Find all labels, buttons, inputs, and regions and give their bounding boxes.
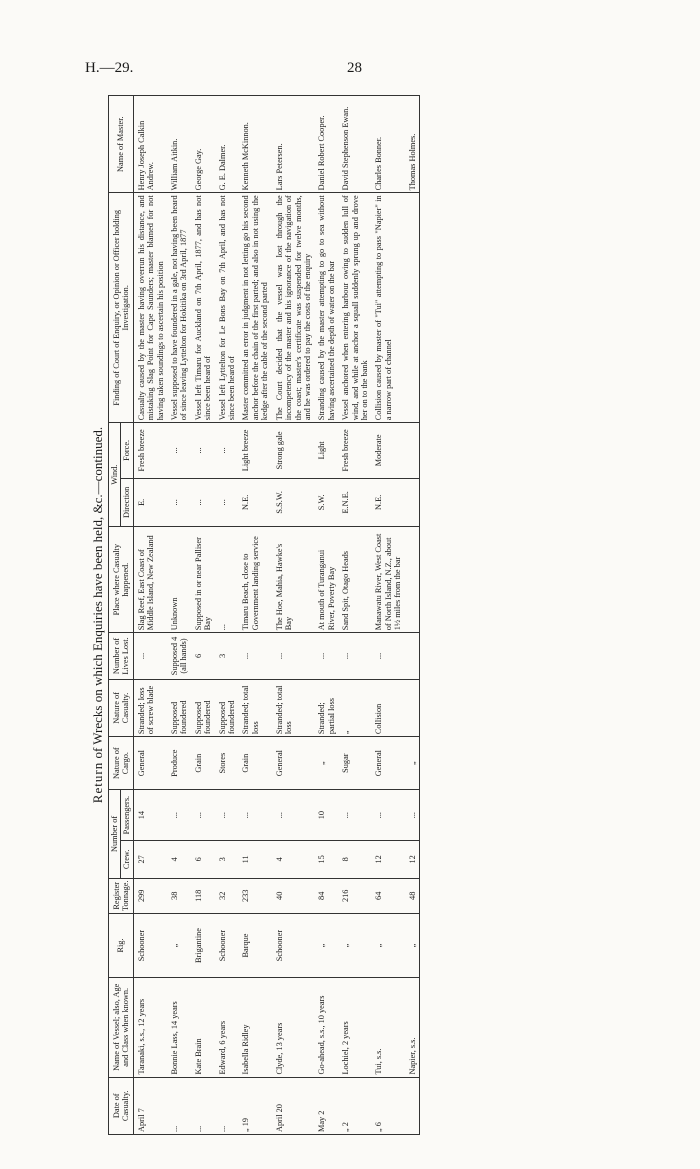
rig-cell: Brigantine <box>191 913 215 977</box>
wind-force-cell: Fresh breeze <box>338 423 371 478</box>
master-name-cell: David Stephenson Ewan. <box>338 96 371 193</box>
passenger-count-cell: 14 <box>133 790 167 841</box>
casualty-date-cell <box>405 1077 420 1134</box>
cargo-cell: Grain <box>238 737 271 790</box>
casualty-place-cell: The Hoe, Mahia, Hawke's Bay <box>272 527 315 633</box>
rig-cell: „ <box>405 913 420 977</box>
table-row <box>191 96 215 1135</box>
table-row <box>215 96 239 1135</box>
master-name-cell: Kenneth McKinnon. <box>238 96 271 193</box>
wind-force-cell: ... <box>215 423 239 478</box>
cargo-cell: „ <box>314 737 338 790</box>
crew-count-cell: 4 <box>272 841 315 879</box>
lives-lost-cell: 6 <box>191 633 215 679</box>
lives-lost-cell: Supposed 4 (all hands) <box>167 633 191 679</box>
header-place: Place where Casualty happened. <box>109 527 134 633</box>
wind-force-cell: ... <box>191 423 215 478</box>
lives-lost-cell: ... <box>371 633 404 679</box>
wind-direction-cell: E.N.E. <box>338 478 371 527</box>
passenger-count-cell: ... <box>167 790 191 841</box>
casualty-date-cell: April 7 <box>133 1077 167 1134</box>
crew-count-cell: 3 <box>215 841 239 879</box>
rig-cell: „ <box>371 913 404 977</box>
header-wind-force: Force. <box>121 423 133 478</box>
casualty-place-cell: Supposed in or near Palliser Bay <box>191 527 215 633</box>
master-name-cell: Thomas Holmes. <box>405 96 420 193</box>
header-wind-direction: Direction <box>121 478 133 527</box>
vessel-name-cell: Isabella Ridley <box>238 978 271 1077</box>
header-date: Date of Casualty. <box>109 1077 134 1134</box>
finding-cell: Collision caused by master of "Tui" attempting to pass "Napier" in a narrow part of channel <box>371 193 404 423</box>
wind-force-cell: ... <box>167 423 191 478</box>
vessel-name-cell: Kate Brain <box>191 978 215 1077</box>
finding-cell: Vessel anchored when entering harbour owing to sudden lull of wind, and while at anchor a squall suddenly sprung up and drove her on to the bank <box>338 193 371 423</box>
rig-cell: Schooner <box>215 913 239 977</box>
rig-cell: „ <box>167 913 191 977</box>
wind-direction-cell: S.S.W. <box>272 478 315 527</box>
cargo-cell: Produce <box>167 737 191 790</box>
register-tonnage-cell: 299 <box>133 878 167 913</box>
page-number: 28 <box>347 60 362 76</box>
header-casualty: Nature of Casualty. <box>109 679 134 736</box>
casualty-date-cell: May 2 <box>314 1077 338 1134</box>
lives-lost-cell: ... <box>238 633 271 679</box>
title-main: Return <box>90 761 105 804</box>
register-tonnage-cell: 118 <box>191 878 215 913</box>
cargo-cell: „ <box>405 737 420 790</box>
finding-cell <box>405 193 420 423</box>
header-wind: Wind. <box>109 423 121 527</box>
master-name-cell: William Aitkin. <box>167 96 191 193</box>
rig-cell: Barque <box>238 913 271 977</box>
finding-cell: Master committed an error in judgment in not letting go his second anchor before the chain of the first parted; and also in not using the kedge after the cable of the second parted <box>238 193 271 423</box>
passenger-count-cell: ... <box>371 790 404 841</box>
title-rest: of Wrecks on which Enquiries have been held, &c.—continued. <box>90 426 105 759</box>
header-master: Name of Master. <box>109 96 134 193</box>
finding-cell: Vessel supposed to have foundered in a gale, not having been heard of since leaving Lyttelton for Hokitika on 3rd April, 1877 <box>167 193 191 423</box>
vessel-name-cell: Taranaki, s.s., 12 years <box>133 978 167 1077</box>
wind-force-cell <box>405 423 420 478</box>
casualty-nature-cell: Stranded; total loss <box>272 679 315 736</box>
master-name-cell: George Gay. <box>191 96 215 193</box>
crew-count-cell: 8 <box>338 841 371 879</box>
wind-force-cell: Moderate <box>371 423 404 478</box>
casualty-nature-cell: Collision <box>371 679 404 736</box>
rig-cell: Schooner <box>272 913 315 977</box>
wind-direction-cell: S.W. <box>314 478 338 527</box>
register-tonnage-cell: 84 <box>314 878 338 913</box>
header-vessel: Name of Vessel; also, Age and Class when known. <box>109 978 134 1077</box>
wind-direction-cell: N.E. <box>238 478 271 527</box>
finding-cell: Casualty caused by the master having overrun his distance, and mistaking Slag Point for Cape Saunders; master blamed for not having taken soundings to ascertain his position <box>133 193 167 423</box>
casualty-place-cell: Timaru Beach, close to Government landing service <box>238 527 271 633</box>
casualty-nature-cell: Stranded; partial loss <box>314 679 338 736</box>
wind-force-cell: Strong gale <box>272 423 315 478</box>
crew-count-cell: 15 <box>314 841 338 879</box>
header-lives-lost: Number of Lives Lost. <box>109 633 134 679</box>
passenger-count-cell: ... <box>191 790 215 841</box>
register-tonnage-cell: 48 <box>405 878 420 913</box>
header-tonnage: Register Tonnage. <box>109 878 134 913</box>
lives-lost-cell: ... <box>338 633 371 679</box>
casualty-nature-cell: Supposed foundered <box>167 679 191 736</box>
wind-direction-cell <box>405 478 420 527</box>
finding-cell: Stranding caused by the master attempting to go to sea without having ascertained the depth of water on the bar <box>314 193 338 423</box>
finding-cell: Vessel left Timaru for Auckland on 7th April, 1877, and has not since been heard of <box>191 193 215 423</box>
master-name-cell: Lars Petersen. <box>272 96 315 193</box>
wrecks-table <box>108 95 420 1135</box>
lives-lost-cell: ... <box>133 633 167 679</box>
rig-cell: Schooner <box>133 913 167 977</box>
crew-count-cell: 11 <box>238 841 271 879</box>
wind-force-cell: Light <box>314 423 338 478</box>
table-row <box>167 96 191 1135</box>
table-row <box>405 96 420 1135</box>
casualty-nature-cell: Supposed foundered <box>191 679 215 736</box>
table-row <box>314 96 338 1135</box>
casualty-place-cell: Sand Spit, Otago Heads <box>338 527 371 633</box>
table-title <box>90 95 106 1135</box>
passenger-count-cell: 10 <box>314 790 338 841</box>
crew-count-cell: 12 <box>405 841 420 879</box>
crew-count-cell: 6 <box>191 841 215 879</box>
vessel-name-cell: Tui, s.s. <box>371 978 404 1077</box>
wind-direction-cell: ... <box>167 478 191 527</box>
casualty-date-cell: ... <box>191 1077 215 1134</box>
header-number-of: Number of <box>109 790 121 878</box>
wind-direction-cell: ... <box>191 478 215 527</box>
rotated-return-table <box>90 95 650 1135</box>
passenger-count-cell: ... <box>215 790 239 841</box>
crew-count-cell: 4 <box>167 841 191 879</box>
table-row <box>272 96 315 1135</box>
casualty-place-cell: ... <box>215 527 239 633</box>
cargo-cell: General <box>272 737 315 790</box>
casualty-date-cell: „ 6 <box>371 1077 404 1134</box>
cargo-cell: Stores <box>215 737 239 790</box>
casualty-date-cell: „ 2 <box>338 1077 371 1134</box>
vessel-name-cell: Napier, s.s. <box>405 978 420 1077</box>
header-finding: Finding of Court of Enquiry, or Opinion or Officer holding Investigation. <box>109 193 134 423</box>
register-tonnage-cell: 233 <box>238 878 271 913</box>
passenger-count-cell: ... <box>338 790 371 841</box>
register-tonnage-cell: 64 <box>371 878 404 913</box>
crew-count-cell: 27 <box>133 841 167 879</box>
casualty-date-cell: ... <box>167 1077 191 1134</box>
table-row <box>238 96 271 1135</box>
casualty-date-cell: April 20 <box>272 1077 315 1134</box>
rig-cell: „ <box>338 913 371 977</box>
casualty-nature-cell <box>405 679 420 736</box>
casualty-place-cell <box>405 527 420 633</box>
table-row <box>371 96 404 1135</box>
vessel-name-cell: Lochiel, 2 years <box>338 978 371 1077</box>
passenger-count-cell: ... <box>238 790 271 841</box>
cargo-cell: General <box>133 737 167 790</box>
cargo-cell: General <box>371 737 404 790</box>
lives-lost-cell: ... <box>314 633 338 679</box>
casualty-nature-cell: „ <box>338 679 371 736</box>
master-name-cell: Daniel Robert Cooper. <box>314 96 338 193</box>
register-tonnage-cell: 40 <box>272 878 315 913</box>
casualty-nature-cell: Supposed foundered <box>215 679 239 736</box>
casualty-place-cell: Unknown <box>167 527 191 633</box>
header-crew: Crew. <box>121 841 133 879</box>
header-passengers: Passengers. <box>121 790 133 841</box>
header-cargo: Nature of Cargo. <box>109 737 134 790</box>
wind-force-cell: Fresh breeze <box>133 423 167 478</box>
casualty-place-cell: Slag Reef, East Coast of Middle Island, New Zealand <box>133 527 167 633</box>
lives-lost-cell: ... <box>272 633 315 679</box>
wind-direction-cell: N.E. <box>371 478 404 527</box>
casualty-date-cell: „ 19 <box>238 1077 271 1134</box>
vessel-name-cell: Go-ahead, s.s., 10 years <box>314 978 338 1077</box>
master-name-cell: G. E. Dalmer. <box>215 96 239 193</box>
master-name-cell: Henry Joseph Calkin Andrew. <box>133 96 167 193</box>
page-code: H.—29. <box>85 60 134 76</box>
table-row <box>133 96 167 1135</box>
master-name-cell: Charles Bonner. <box>371 96 404 193</box>
casualty-place-cell: Manawatu River, West Coast of North Island, N.Z., about 1½ miles from the bar <box>371 527 404 633</box>
register-tonnage-cell: 216 <box>338 878 371 913</box>
vessel-name-cell: Bonnie Lass, 14 years <box>167 978 191 1077</box>
wind-direction-cell: E. <box>133 478 167 527</box>
lives-lost-cell: 3 <box>215 633 239 679</box>
wind-direction-cell: ... <box>215 478 239 527</box>
casualty-date-cell: ... <box>215 1077 239 1134</box>
vessel-name-cell: Clyde, 13 years <box>272 978 315 1077</box>
passenger-count-cell: ... <box>405 790 420 841</box>
lives-lost-cell <box>405 633 420 679</box>
rig-cell: „ <box>314 913 338 977</box>
table-row <box>338 96 371 1135</box>
finding-cell: The Court decided that the vessel was lost through the incompetency of the master and his ignorance of the navigation of the coast; master's certificate was suspended for twelve months, and he was ordered to pay the costs of the enquiry <box>272 193 315 423</box>
crew-count-cell: 12 <box>371 841 404 879</box>
cargo-cell: Sugar <box>338 737 371 790</box>
header-rig: Rig. <box>109 913 134 977</box>
register-tonnage-cell: 38 <box>167 878 191 913</box>
casualty-nature-cell: Stranded; loss of screw blade <box>133 679 167 736</box>
passenger-count-cell: ... <box>272 790 315 841</box>
casualty-place-cell: At mouth of Turanganui River, Poverty Bay <box>314 527 338 633</box>
finding-cell: Vessel left Lyttelton for Le Bons Bay on 7th April, and has not since been heard of <box>215 193 239 423</box>
register-tonnage-cell: 32 <box>215 878 239 913</box>
wind-force-cell: Light breeze <box>238 423 271 478</box>
cargo-cell: Grain <box>191 737 215 790</box>
vessel-name-cell: Edward, 6 years <box>215 978 239 1077</box>
casualty-nature-cell: Stranded; total loss <box>238 679 271 736</box>
